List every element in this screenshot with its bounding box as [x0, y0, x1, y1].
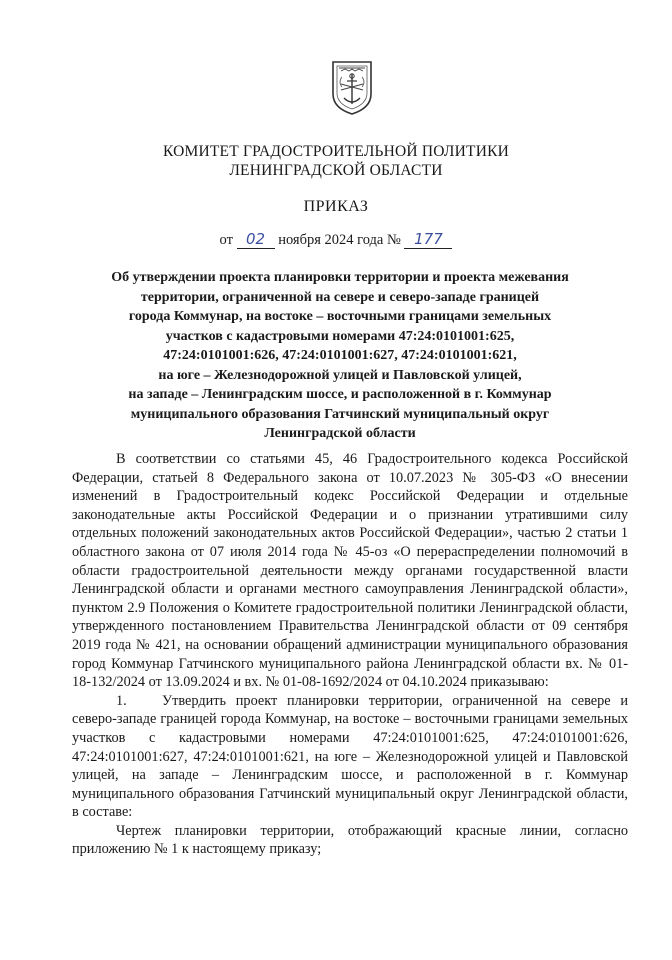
coat-of-arms-icon [330, 60, 374, 116]
item-1-subparagraph: Чертеж планировки территории, отображающий красные линии, согласно приложению № 1 к настоящему приказу; [72, 822, 628, 858]
order-number-handwritten: 177 [404, 230, 452, 249]
date-rest: ноября 2024 года № [278, 232, 401, 248]
org-line-2: ЛЕНИНГРАДСКОЙ ОБЛАСТИ [229, 162, 443, 179]
subject-line: территории, ограниченной на севере и северо-западе границей [140, 289, 540, 305]
document-type: ПРИКАЗ [303, 198, 369, 215]
org-line-1: КОМИТЕТ ГРАДОСТРОИТЕЛЬНОЙ ПОЛИТИКИ [162, 143, 510, 160]
order-body [72, 450, 628, 859]
subject-line: Об утверждении проекта планировки территории и проекта межевания [111, 270, 569, 285]
subject-line: участков с кадастровыми номерами 47:24:0101001:625, [165, 328, 515, 344]
subject-line: на западе – Ленинградским шоссе, и расположенной в г. Коммунар [128, 387, 552, 402]
order-date-number [0, 230, 672, 249]
item-1-number: 1. [116, 692, 127, 709]
organization-name [0, 142, 672, 180]
date-prefix: от [219, 232, 233, 248]
item-1-paragraph [72, 692, 628, 822]
subject-line: Ленинградской области [264, 426, 416, 441]
subject-line: муниципального образования Гатчинский муниципальный округ [130, 406, 550, 422]
preamble-paragraph: В соответствии со статьями 45, 46 Градостроительного кодекса Российской Федерации, статьей 8 Федерального закона от 10.07.2023 № 305-ФЗ «О внесении изменений в Градостроительный кодекс Российской Федерации и отдельные законодательные акты Российской Федерации и о признании утратившими силу отдельных положений законодательных актов Российской Федерации», частью 2 статьи 1 областного закона от 07 июля 2014 года № 45-оз «О перераспределении полномочий в области градостроительной деятельности между органами государственной власти Ленинградской области и органами местного самоуправления Ленинградской области», пунктом 2.9 Положения о Комитете градостроительной политики Ленинградской области, утвержденного постановлением Правительства Ленинградской области от 09 сентября 2019 года № 421, на основании обращений администрации муниципального образования город Коммунар Гатчинского муниципального района Ленинградской области вх. № 01-18-132/2024 от 13.09.2024 и вх. № 01-08-1692/2024 от 04.10.2024 приказываю: [72, 451, 628, 691]
order-subject [70, 268, 610, 444]
subject-line: на юге – Железнодорожной улицей и Павловской улицей, [158, 367, 522, 383]
item-1-text: Утвердить проект планировки территории, ограниченной на севере и северо-западе границей города Коммунар, на востоке – восточными границами земельных участков с кадастровыми номерами 47:24:0101001:625, 47:24:0101001:626, 47:24:0101001:627, 47:24:0101001:621, на юге – Железнодорожной улицей и Павловской улицей, на западе – Ленинградским шоссе, и расположенной в г. Коммунар муниципального образования Гатчинский муниципальный округ Ленинградской области, в составе: [72, 692, 628, 821]
order-day-handwritten: 02 [237, 230, 275, 249]
subject-line: города Коммунар, на востоке – восточными границами земельных [128, 309, 552, 324]
subject-line: 47:24:0101001:626, 47:24:0101001:627, 47:24:0101001:621, [163, 348, 517, 363]
